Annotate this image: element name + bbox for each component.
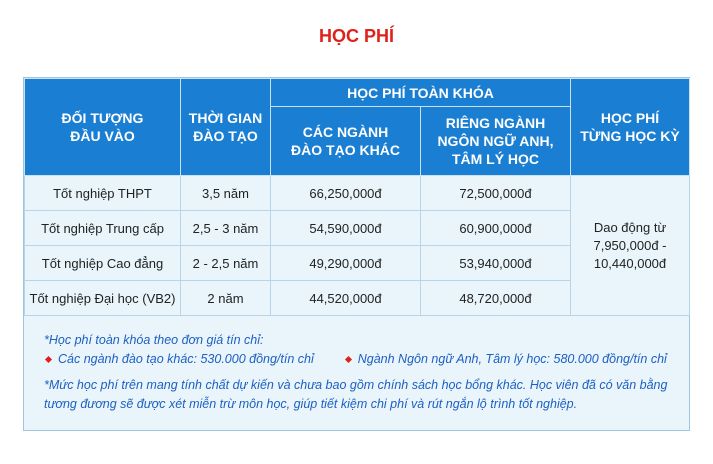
header-duration: THỜI GIAN ĐÀO TẠO bbox=[181, 79, 271, 176]
header-other-majors: CÁC NGÀNH ĐÀO TẠO KHÁC bbox=[271, 107, 421, 176]
row-target: Tốt nghiệp Cao đẳng bbox=[25, 246, 181, 281]
header-target: ĐỐI TƯỢNG ĐẦU VÀO bbox=[25, 79, 181, 176]
row-target: Tốt nghiệp Đại học (VB2) bbox=[25, 281, 181, 316]
note-bullet-text: Ngành Ngôn ngữ Anh, Tâm lý học: 580.000 đồng/tín chỉ bbox=[357, 352, 667, 366]
note-disclaimer-line: *Mức học phí trên mang tính chất dự kiến và chưa bao gồm chính sách học bổng khác. Học viên đã có văn bằng bbox=[44, 378, 668, 392]
row-fee-special: 53,940,000đ bbox=[421, 246, 571, 281]
note-bullet-list bbox=[44, 350, 684, 369]
row-target: Tốt nghiệp Trung cấp bbox=[25, 211, 181, 246]
table-row bbox=[25, 176, 690, 211]
header-per-semester: HỌC PHÍ TỪNG HỌC KỲ bbox=[571, 79, 690, 176]
fee-panel bbox=[23, 77, 690, 431]
note-disclaimer-line: tương đương sẽ được xét miễn trừ môn học, giúp tiết kiệm chi phí và rút ngắn lộ trình tốt nghiệp. bbox=[44, 397, 578, 411]
row-fee-other: 44,520,000đ bbox=[271, 281, 421, 316]
page-title: HỌC PHÍ bbox=[318, 26, 394, 46]
row-fee-other: 66,250,000đ bbox=[271, 176, 421, 211]
row-fee-other: 54,590,000đ bbox=[271, 211, 421, 246]
row-target: Tốt nghiệp THPT bbox=[25, 176, 181, 211]
note-bullet-item bbox=[344, 350, 667, 369]
row-fee-special: 48,720,000đ bbox=[421, 281, 571, 316]
note-credit-title: *Học phí toàn khóa theo đơn giá tín chỉ: bbox=[44, 333, 264, 347]
note-bullet-item bbox=[44, 350, 314, 369]
notes-section bbox=[44, 331, 684, 414]
fee-table bbox=[24, 78, 690, 316]
row-fee-other: 49,290,000đ bbox=[271, 246, 421, 281]
note-bullet-text: Các ngành đào tạo khác: 530.000 đồng/tín chỉ bbox=[58, 352, 314, 366]
header-total-group: HỌC PHÍ TOÀN KHÓA bbox=[271, 79, 571, 107]
red-diamond-icon bbox=[45, 356, 52, 363]
row-duration: 2,5 - 3 năm bbox=[181, 211, 271, 246]
red-diamond-icon bbox=[345, 356, 352, 363]
note-disclaimer bbox=[44, 376, 684, 414]
row-duration: 3,5 năm bbox=[181, 176, 271, 211]
row-fee-special: 72,500,000đ bbox=[421, 176, 571, 211]
row-duration: 2 - 2,5 năm bbox=[181, 246, 271, 281]
header-special-majors: RIÊNG NGÀNH NGÔN NGỮ ANH, TÂM LÝ HỌC bbox=[421, 107, 571, 176]
row-fee-special: 60,900,000đ bbox=[421, 211, 571, 246]
per-semester-value: Dao động từ 7,950,000đ - 10,440,000đ bbox=[571, 176, 690, 316]
row-duration: 2 năm bbox=[181, 281, 271, 316]
